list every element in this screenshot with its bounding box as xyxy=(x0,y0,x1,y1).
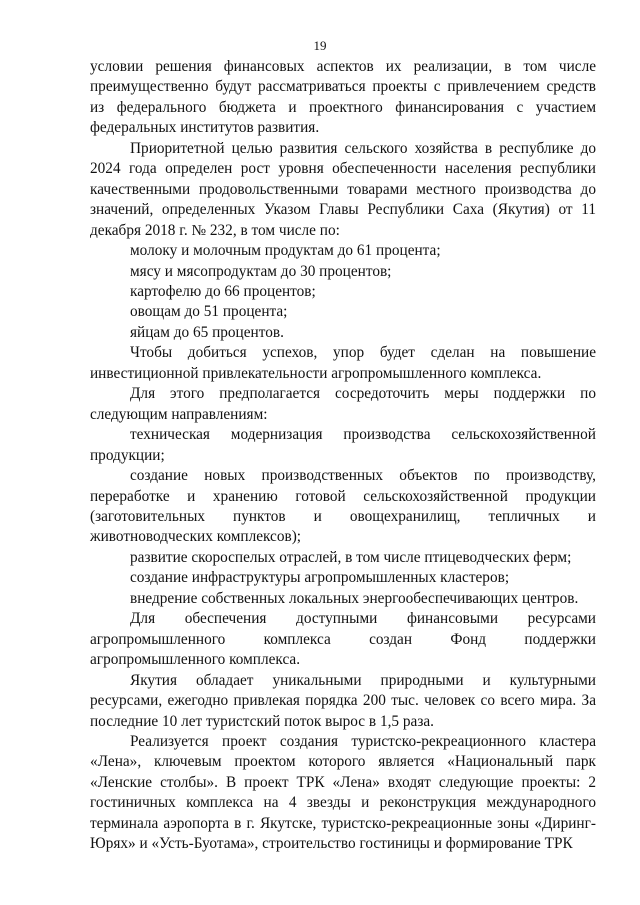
list-item-cluster-infrastructure: создание инфраструктуры агропромышленных кластеров; xyxy=(130,569,510,587)
paragraph-lena-cluster: Реализуется проект создания туристско-рекреационного кластера «Лена», ключевым проектом которого является «Национальный парк «Ленские столбы». В проект ТРК «Лена» входят следующие проекты: 2 гостиничных комплекса на 4 звезды и реконструкция международного терминала аэропорта в г. Якутске, туристско-рекреационные зоны «Диринг-Юрях» и «Усть-Буотама», строительство гостиницы и формирование ТРК xyxy=(90,732,596,853)
paragraph-2: Приоритетной целью развития сельского хозяйства в республике до 2024 года определен рост уровня обеспеченности населения республики качественными продовольственными товарами местного производства до значений, определенных Указом Главы Республики Саха (Якутия) от 11 декабря 2018 г. № 232, в том числе по: xyxy=(90,139,596,239)
list-item-eggs: яйцам до 65 процентов. xyxy=(130,323,284,341)
list-item-energy-centers: внедрение собственных локальных энергообеспечивающих центров. xyxy=(130,589,579,607)
paragraph-support-fund: Для обеспечения доступными финансовыми ресурсами агропромышленного комплекса создан Фонд поддержки агропромышленного комплекса. xyxy=(90,610,596,669)
paragraph-tourism: Якутия обладает уникальными природными и культурными ресурсами, ежегодно привлекая порядка 200 тыс. человек со всего мира. За последние 10 лет туристский поток вырос в 1,5 раза. xyxy=(90,671,596,730)
paragraph-support-measures: Для этого предполагается сосредоточить меры поддержки по следующим направлениям: xyxy=(90,385,596,423)
page-number: 19 xyxy=(313,38,327,53)
list-item-milk: молоку и молочным продуктам до 61 процента; xyxy=(130,242,441,260)
list-item-potatoes: картофелю до 66 процентов; xyxy=(130,282,316,300)
paragraph-1: условии решения финансовых аспектов их реализации, в том числе преимущественно будут рассматриваться проекты с привлечением средств из федерального бюджета и проектного финансирования с участием федеральных институтов развития. xyxy=(90,58,596,137)
document-body xyxy=(90,57,596,855)
list-item-vegetables: овощам до 51 процента; xyxy=(130,303,288,321)
list-item-new-facilities: создание новых производственных объектов по производству, переработке и хранению готовой сельскохозяйственной продукции (заготовительных пунктов и овощехранилищ, тепличных и животноводческих комплексов); xyxy=(90,467,596,546)
list-item-meat: мясу и мясопродуктам до 30 процентов; xyxy=(130,262,392,280)
paragraph-investment: Чтобы добиться успехов, упор будет сделан на повышение инвестиционной привлекательности агропромышленного комплекса. xyxy=(90,344,596,382)
list-item-fast-sectors: развитие скороспелых отраслей, в том числе птицеводческих ферм; xyxy=(130,548,572,566)
list-item-modernization: техническая модернизация производства сельскохозяйственной продукции; xyxy=(90,426,596,464)
